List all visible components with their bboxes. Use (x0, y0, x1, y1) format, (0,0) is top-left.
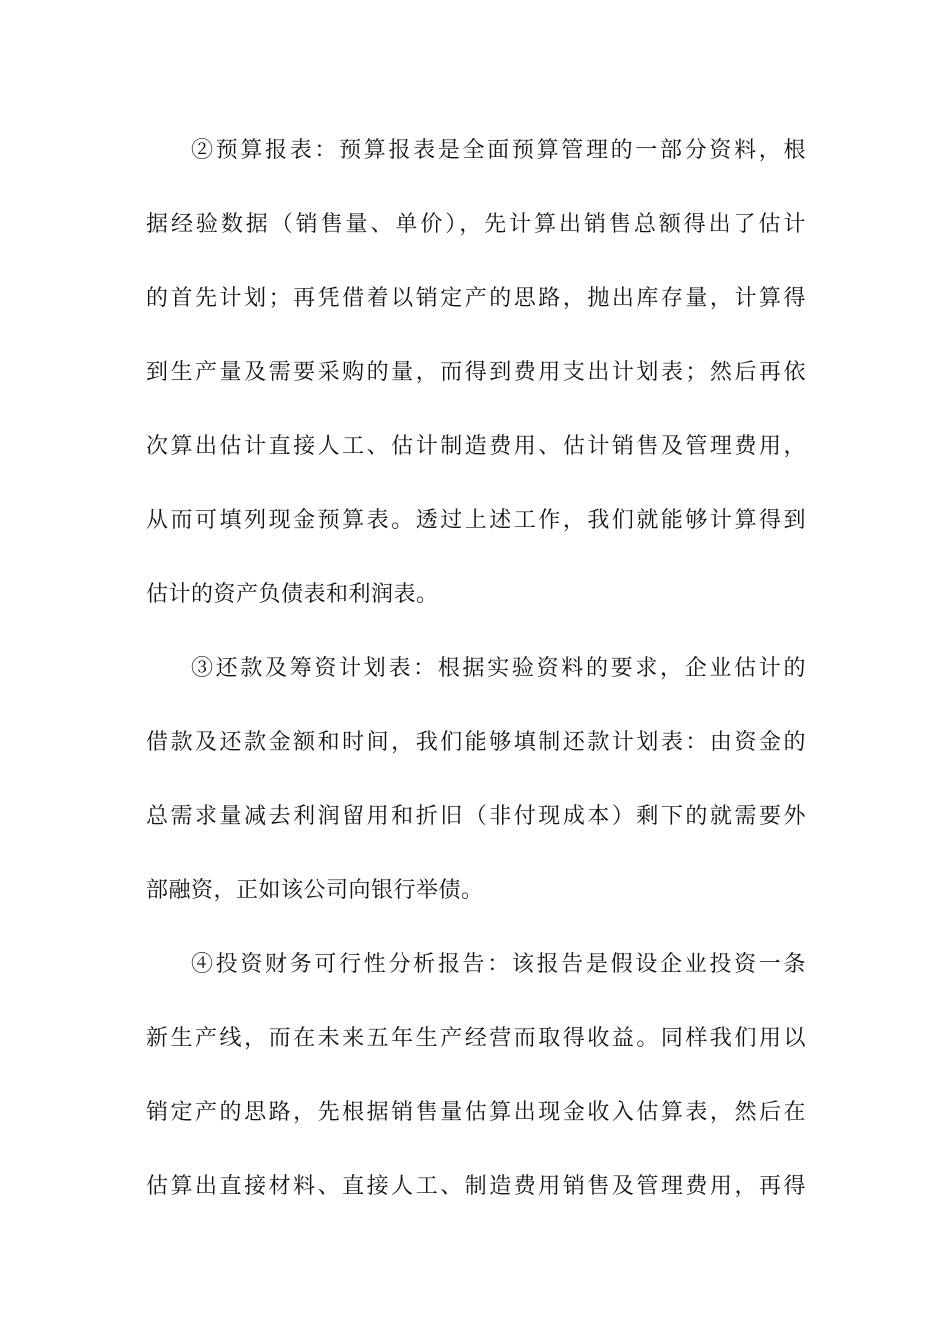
text-line: 次算出估计直接人工、估计制造费用、估计销售及管理费用， (146, 434, 806, 459)
paragraph-investment-analysis (146, 940, 806, 1236)
text-line: 估计的资产负债表和利润表。 (146, 582, 439, 607)
document-body (146, 126, 806, 1236)
text-line: 从而可填列现金预算表。透过上述工作，我们就能够计算得到 (146, 508, 806, 533)
text-line: 据经验数据（销售量、单价），先计算出销售总额得出了估计 (146, 212, 806, 237)
paragraph-repayment-plan (146, 644, 806, 940)
text-line: 销定产的思路，先根据销售量估算出现金收入估算表，然后在 (146, 1100, 806, 1125)
text-line: 新生产线，而在未来五年生产经营而取得收益。同样我们用以 (146, 1026, 806, 1051)
text-line: 的首先计划；再凭借着以销定产的思路，抛出库存量，计算得 (146, 286, 806, 311)
text-line: 到生产量及需要采购的量，而得到费用支出计划表；然后再依 (146, 360, 806, 385)
text-line: 借款及还款金额和时间，我们能够填制还款计划表：由资金的 (146, 730, 806, 755)
text-line: ②预算报表：预算报表是全面预算管理的一部分资料，根 (191, 138, 806, 163)
text-line: 总需求量减去利润留用和折旧（非付现成本）剩下的就需要外 (146, 804, 806, 829)
text-line: ③还款及筹资计划表：根据实验资料的要求，企业估计的 (191, 656, 806, 681)
text-line: 部融资，正如该公司向银行举债。 (146, 878, 484, 903)
paragraph-budget-report (146, 126, 806, 644)
text-line: 估算出直接材料、直接人工、制造费用销售及管理费用，再得 (146, 1174, 806, 1199)
text-line: ④投资财务可行性分析报告：该报告是假设企业投资一条 (191, 952, 806, 977)
